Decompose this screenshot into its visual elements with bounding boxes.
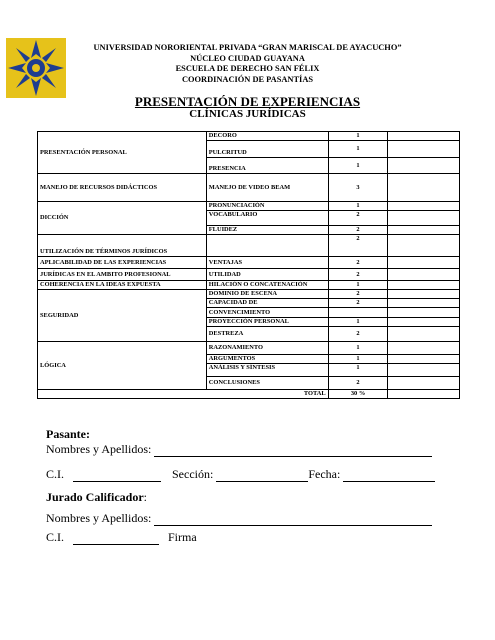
- category-cell: DICCIÓN: [38, 202, 207, 235]
- score-cell[interactable]: [388, 299, 460, 308]
- score-cell[interactable]: [388, 281, 460, 290]
- points-cell: 2: [328, 377, 388, 390]
- score-cell[interactable]: [388, 342, 460, 355]
- criterion-cell: DECORO: [206, 132, 328, 141]
- jurado-nombres-field[interactable]: [154, 513, 432, 526]
- jurado-ci-field[interactable]: [73, 532, 159, 545]
- points-cell: 2: [328, 226, 388, 235]
- ci-field[interactable]: [73, 469, 161, 482]
- document-subtitle: CLÍNICAS JURÍDICAS: [189, 108, 306, 120]
- score-cell[interactable]: [388, 257, 460, 269]
- jurado-heading-row: Jurado Calificador:: [46, 490, 148, 504]
- criterion-cell: HILACIÓN O CONCATENACIÓN: [206, 281, 328, 290]
- table-row: [38, 342, 460, 355]
- score-cell[interactable]: [388, 158, 460, 174]
- table-row: [38, 269, 460, 281]
- score-cell[interactable]: [388, 235, 460, 257]
- criterion-cell: DESTREZA: [206, 327, 328, 342]
- table-total-row: [38, 390, 460, 399]
- university-name: UNIVERSIDAD NORORIENTAL PRIVADA “GRAN MARISCAL DE AYACUCHO”: [93, 43, 402, 52]
- total-label: TOTAL: [206, 390, 328, 399]
- category-cell: JURÍDICAS EN EL AMBITO PROFESIONAL: [38, 269, 207, 281]
- category-cell: COHERENCIA EN LA IDEAS EXPUESTA: [38, 281, 207, 290]
- points-cell: 2: [328, 327, 388, 342]
- score-cell[interactable]: [388, 355, 460, 364]
- ci-label: C.I.: [46, 467, 64, 481]
- table-row: [38, 257, 460, 269]
- criterion-cell: [206, 235, 328, 257]
- points-cell: 2: [328, 269, 388, 281]
- total-value: 30 %: [328, 390, 388, 399]
- pasante-id-row: [46, 467, 435, 482]
- points-cell: 1: [328, 355, 388, 364]
- points-cell: 1: [328, 342, 388, 355]
- jurado-name-row: [46, 511, 432, 526]
- points-cell: 2: [328, 211, 388, 226]
- criterion-cell: CONVENCIMIENTO: [206, 308, 328, 318]
- category-cell: LÓGICA: [38, 342, 207, 390]
- category-cell: UTILIZACIÓN DE TÉRMINOS JURÍDICOS: [38, 235, 207, 257]
- points-cell: 1: [328, 158, 388, 174]
- points-cell: 1: [328, 318, 388, 327]
- table-row: [38, 281, 460, 290]
- university-logo: [4, 36, 68, 100]
- pasante-heading: Pasante:: [46, 427, 90, 441]
- school-name: ESCUELA DE DERECHO SAN FÉLIX: [175, 64, 320, 73]
- points-cell: 2: [328, 290, 388, 299]
- institution-header: [60, 43, 435, 85]
- document-title: PRESENTACIÓN DE EXPERIENCIAS: [134, 94, 361, 109]
- evaluation-table: [37, 131, 460, 399]
- table-row: [38, 202, 460, 211]
- points-cell: 1: [328, 364, 388, 377]
- points-cell: 1: [328, 132, 388, 141]
- pasante-name-row: [46, 442, 432, 457]
- category-cell: SEGURIDAD: [38, 290, 207, 342]
- category-cell: MANEJO DE RECURSOS DIDÁCTICOS: [38, 174, 207, 202]
- score-cell[interactable]: [388, 364, 460, 377]
- points-cell: [328, 308, 388, 318]
- points-cell: 2: [328, 257, 388, 269]
- firma-label: Firma: [168, 530, 197, 544]
- ci-label: C.I.: [46, 530, 64, 544]
- coordination-name: COORDINACIÓN DE PASANTÍAS: [181, 74, 314, 84]
- score-cell[interactable]: [388, 132, 460, 141]
- criterion-cell: VENTAJAS: [206, 257, 328, 269]
- points-cell: 1: [328, 202, 388, 211]
- points-cell: 1: [328, 281, 388, 290]
- nucleus-name: NÚCLEO CIUDAD GUAYANA: [190, 53, 305, 63]
- criterion-cell: FLUIDEZ: [206, 226, 328, 235]
- criterion-cell: CONCLUSIONES: [206, 377, 328, 390]
- points-cell: 2: [328, 299, 388, 308]
- criterion-cell: PULCRITUD: [206, 141, 328, 158]
- points-cell: 1: [328, 141, 388, 158]
- category-cell: PRESENTACIÓN PERSONAL: [38, 132, 207, 174]
- fecha-field[interactable]: [343, 469, 435, 482]
- criterion-cell: PROYECCIÓN PERSONAL: [206, 318, 328, 327]
- nombres-label: Nombres y Apellidos:: [46, 442, 152, 456]
- table-row: [38, 132, 460, 141]
- criterion-cell: PRONUNCIACIÓN: [206, 202, 328, 211]
- score-cell[interactable]: [388, 290, 460, 299]
- criterion-cell: ARGUMENTOS: [206, 355, 328, 364]
- seccion-label: Sección:: [172, 467, 214, 481]
- score-cell[interactable]: [388, 269, 460, 281]
- criterion-cell: CAPACIDAD DE: [206, 299, 328, 308]
- score-cell[interactable]: [388, 318, 460, 327]
- fecha-label: Fecha:: [308, 467, 341, 481]
- score-cell[interactable]: [388, 202, 460, 211]
- score-cell[interactable]: [388, 141, 460, 158]
- score-cell[interactable]: [388, 211, 460, 226]
- criterion-cell: VOCABULARIO: [206, 211, 328, 226]
- score-cell[interactable]: [388, 226, 460, 235]
- nombres-field[interactable]: [154, 444, 432, 457]
- criterion-cell: ANÁLISIS Y SÍNTESIS: [206, 364, 328, 377]
- table-row: [38, 174, 460, 202]
- jurado-heading: Jurado Calificador: [46, 490, 144, 504]
- criterion-cell: PRESENCIA: [206, 158, 328, 174]
- category-cell: APLICABILIDAD DE LAS EXPERIENCIAS: [38, 257, 207, 269]
- jurado-id-row: [46, 530, 197, 545]
- points-cell: 3: [328, 174, 388, 202]
- score-cell[interactable]: [388, 377, 460, 390]
- criterion-cell: UTILIDAD: [206, 269, 328, 281]
- criterion-cell: RAZONAMIENTO: [206, 342, 328, 355]
- points-cell: 2: [328, 235, 388, 257]
- nombres-label: Nombres y Apellidos:: [46, 511, 152, 525]
- table-row: [38, 290, 460, 299]
- table-row: [38, 235, 460, 257]
- score-cell[interactable]: [388, 174, 460, 202]
- criterion-cell: MANEJO DE VIDEO BEAM: [206, 174, 328, 202]
- total-score-cell[interactable]: [388, 390, 460, 399]
- seccion-field[interactable]: [216, 469, 308, 482]
- score-cell[interactable]: [388, 327, 460, 342]
- criterion-cell: DOMINIO DE ESCENA: [206, 290, 328, 299]
- score-cell[interactable]: [388, 308, 460, 318]
